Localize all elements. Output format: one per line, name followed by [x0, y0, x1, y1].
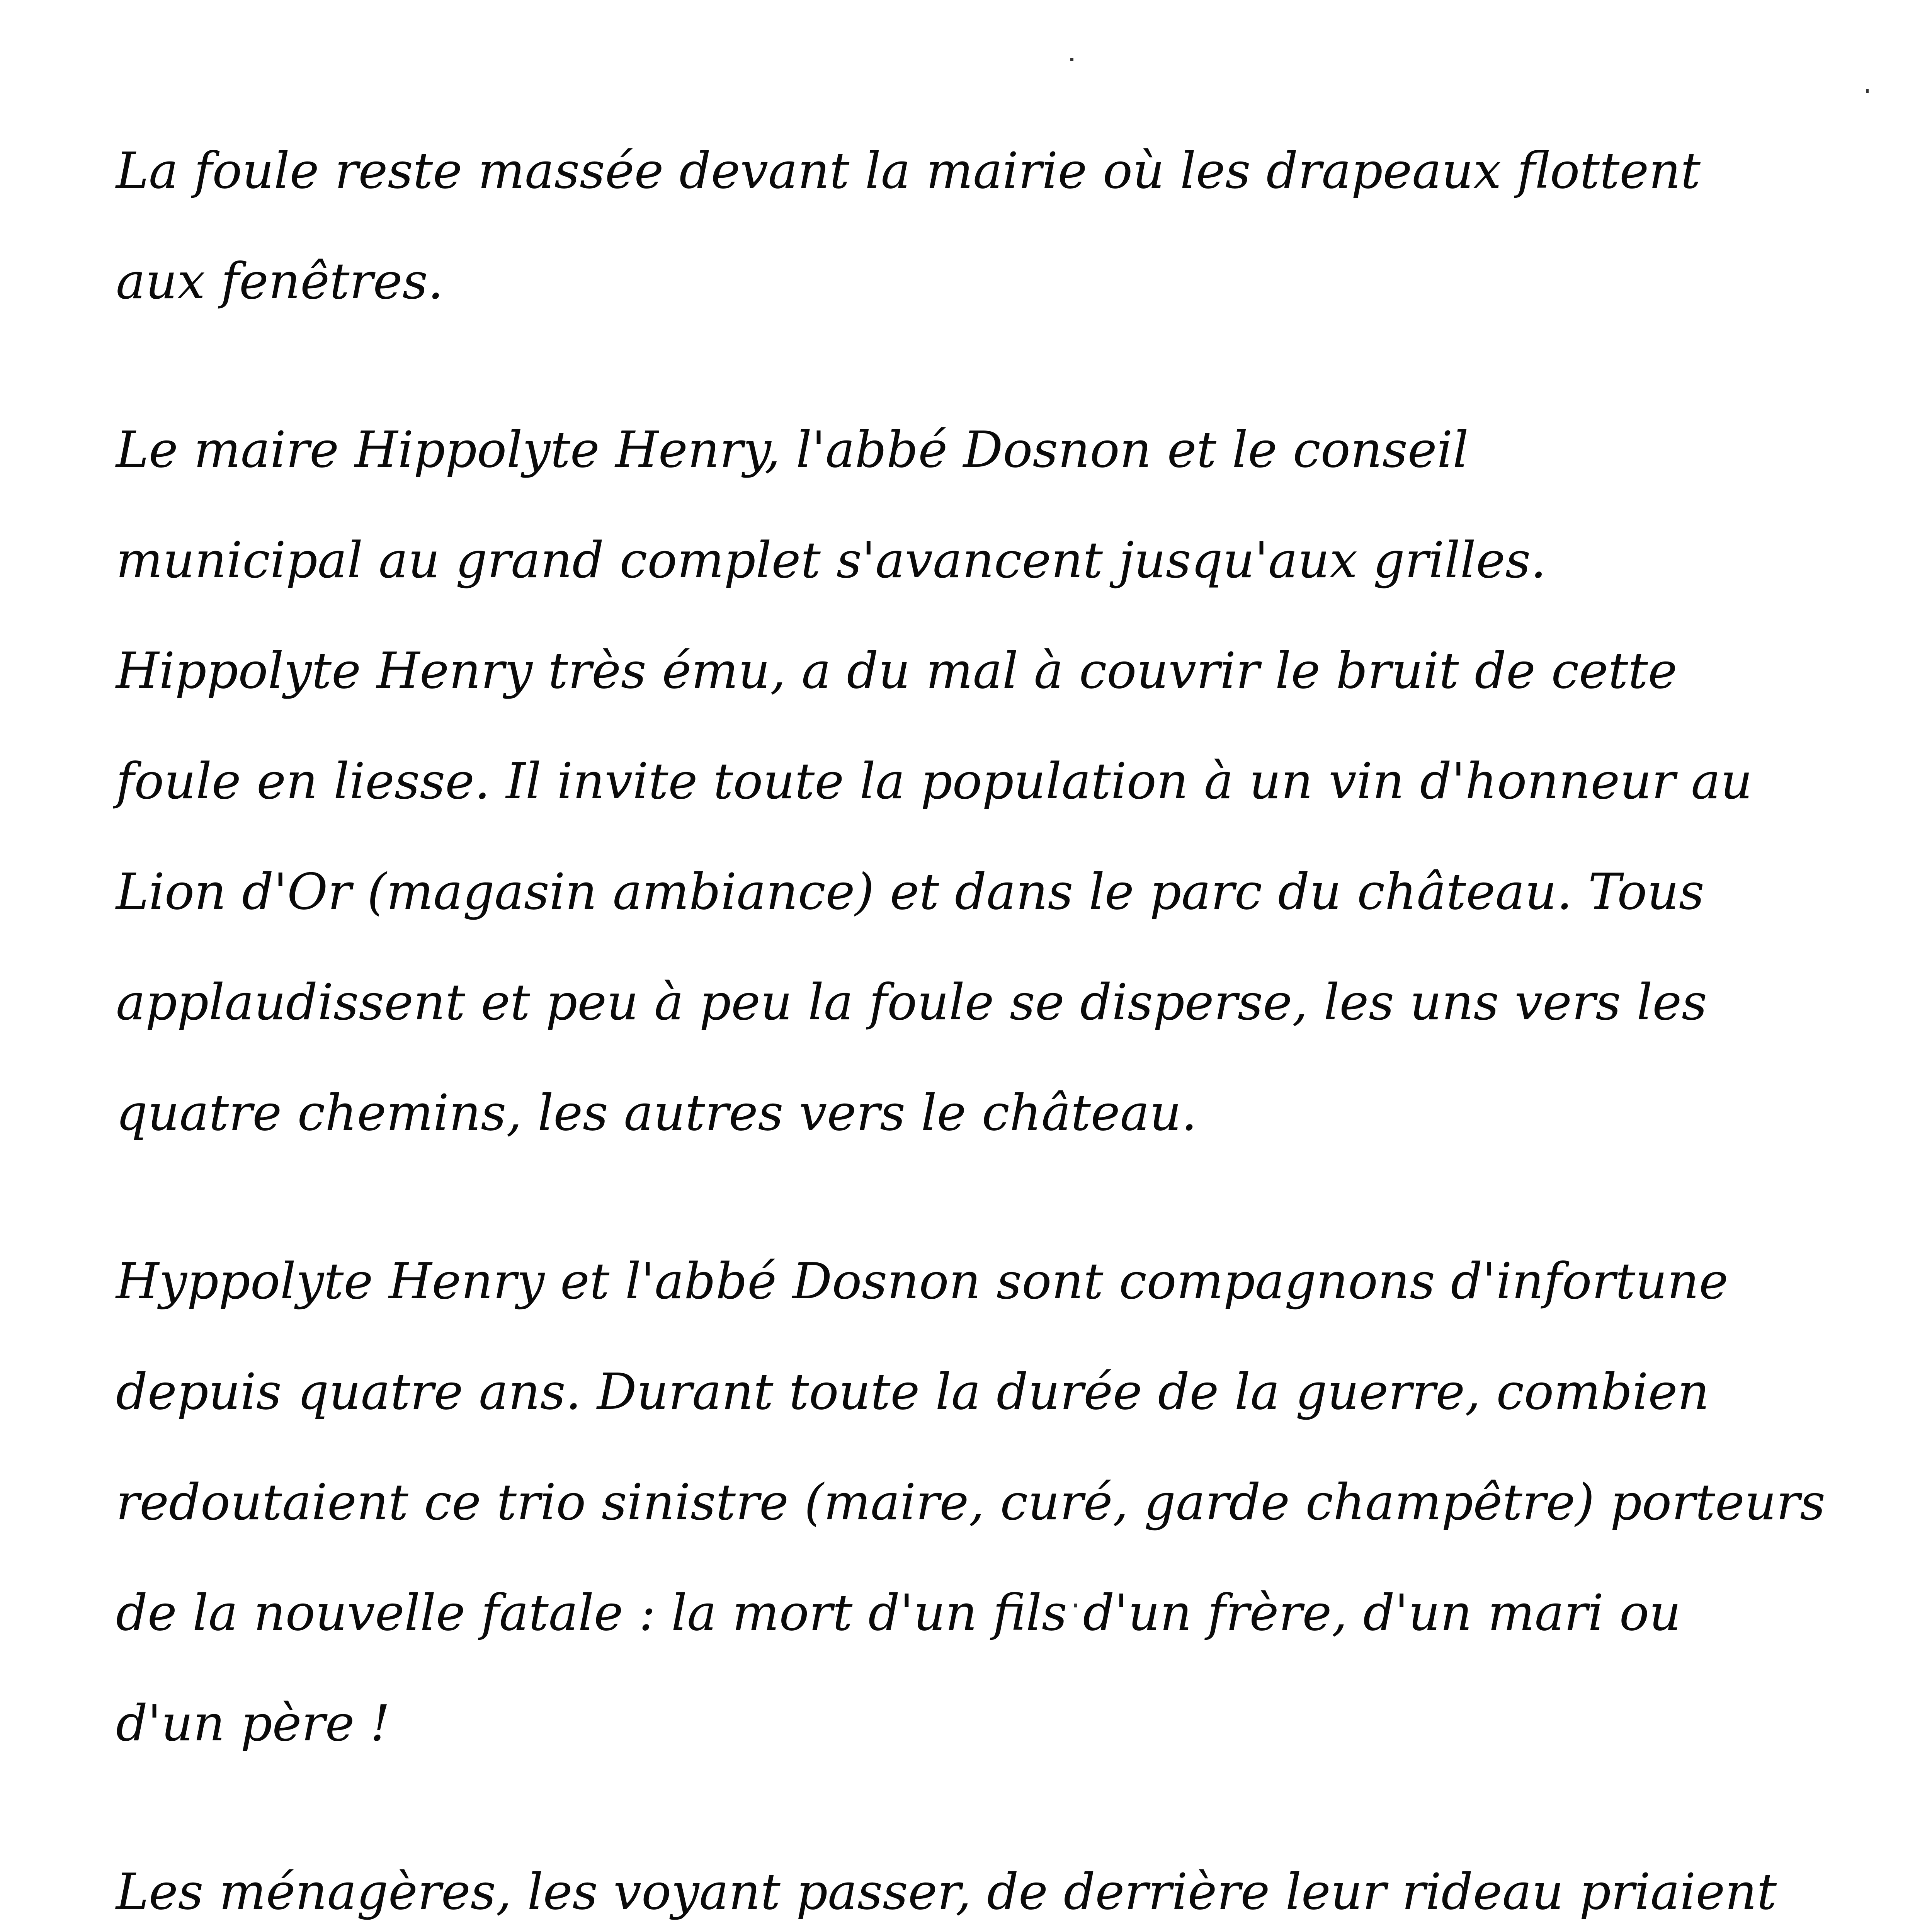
text-line: La foule reste massée devant la mairie où les drapeaux flottent	[116, 142, 1701, 200]
text-line: quatre chemins, les autres vers le château.	[116, 1084, 1197, 1142]
text-line: Le maire Hippolyte Henry, l'abbé Dosnon et le conseil	[116, 421, 1469, 479]
document-body	[116, 116, 1855, 1932]
text-line: Hyppolyte Henry et l'abbé Dosnon sont compagnons d'infortune	[116, 1253, 1728, 1310]
text-line: de la nouvelle fatale : la mort d'un fils d'un frère, d'un mari ou	[116, 1584, 1681, 1642]
text-line: aux fenêtres.	[116, 253, 444, 310]
text-line: foule en liesse. Il invite toute la population à un vin d'honneur au	[116, 753, 1753, 810]
text-line: Hippolyte Henry très ému, a du mal à couvrir le bruit de cette	[116, 642, 1677, 700]
text-line: Les ménagères, les voyant passer, de derrière leur rideau priaient	[116, 1863, 1777, 1921]
text-line: Lion d'Or (magasin ambiance) et dans le parc du château. Tous	[116, 863, 1704, 921]
paragraph-4	[116, 1837, 1855, 1932]
scan-speck	[1866, 89, 1869, 93]
text-line: applaudissent et peu à peu la foule se disperse, les uns vers les	[116, 974, 1707, 1031]
text-line: depuis quatre ans. Durant toute la durée de la guerre, combien	[116, 1363, 1709, 1421]
text-line: municipal au grand complet s'avancent jusqu'aux grilles.	[116, 532, 1546, 589]
scan-speck	[1070, 58, 1073, 61]
paragraph-3	[116, 1226, 1855, 1779]
text-line: d'un père !	[116, 1695, 390, 1752]
text-line: redoutaient ce trio sinistre (maire, curé, garde champêtre) porteurs	[116, 1474, 1825, 1531]
paragraph-1	[116, 116, 1855, 337]
paragraph-2	[116, 395, 1855, 1168]
